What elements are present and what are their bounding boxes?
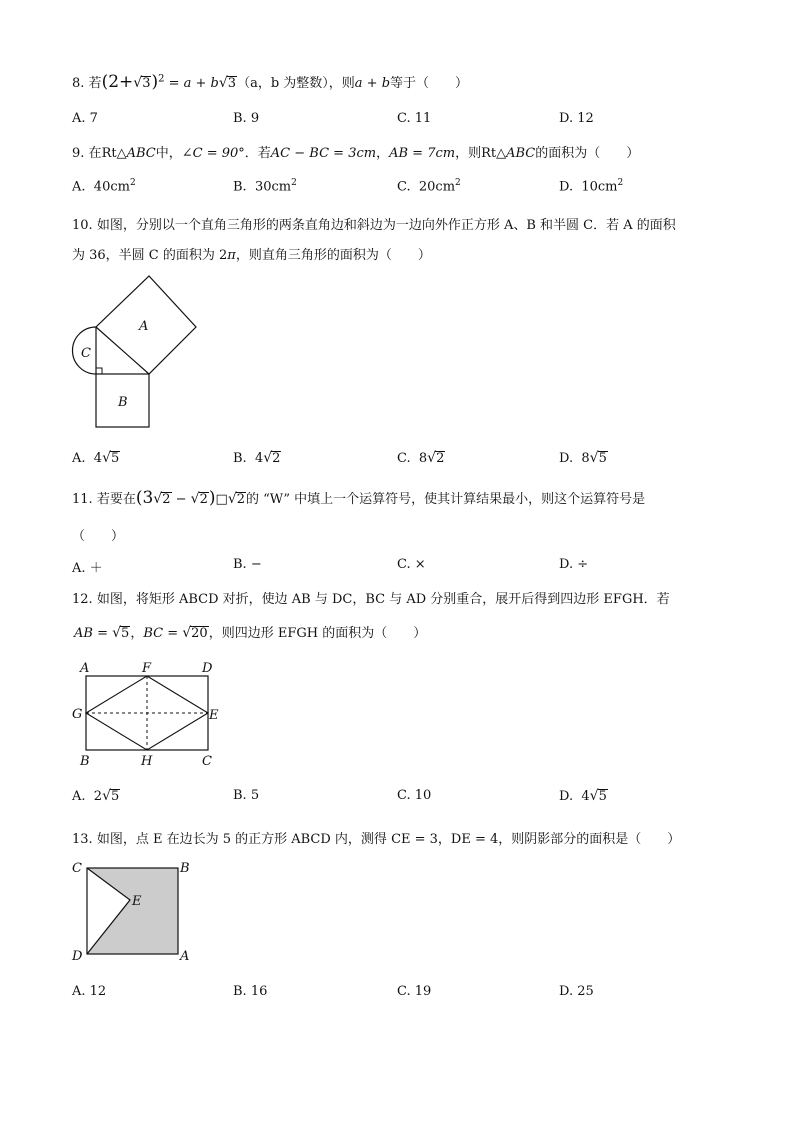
option-label: D. (559, 179, 574, 195)
option-d[interactable] (559, 788, 608, 804)
option-b[interactable]: B. 16 (233, 984, 268, 999)
radicand: 2 (436, 451, 445, 466)
option-label: D. (559, 451, 574, 466)
ab-length: AB = (74, 626, 113, 641)
figure-rectangle-efgh (68, 658, 228, 774)
triangle-name: ABC (126, 146, 156, 161)
option-c[interactable] (397, 178, 461, 194)
option-a[interactable]: A. ＋ (72, 561, 103, 576)
sqrt-icon: √ (589, 450, 599, 466)
stem-text: 的面积为（ ） (535, 146, 640, 161)
coefficient: 4 (93, 451, 103, 466)
label-b: B (180, 861, 190, 876)
option-c[interactable]: C. 19 (397, 984, 432, 999)
option-c[interactable]: C. × (397, 557, 426, 572)
option-d[interactable]: D. 25 (559, 984, 594, 999)
radicand: 2 (199, 492, 208, 507)
label-c: C (202, 754, 212, 769)
radicand: 5 (111, 451, 120, 466)
separator: ， (130, 626, 144, 641)
radicand: 3 (227, 76, 237, 91)
stem-text: 的 “W” 中填上一个运算符号，使其计算结果最小，则这个运算符号是 (246, 492, 646, 507)
option-value: 10 (414, 788, 432, 803)
option-c[interactable]: C. 11 (397, 111, 432, 126)
exponent: 2 (455, 178, 461, 188)
expr-open: (3 (135, 488, 154, 508)
expr-close: ) (151, 72, 159, 92)
shaded-region (87, 868, 178, 954)
label-e: E (132, 894, 142, 909)
sqrt-icon: √ (227, 491, 237, 507)
sqrt-icon: √ (263, 450, 273, 466)
rt-triangle: Rt△ (481, 146, 507, 161)
coefficient: 4 (581, 789, 590, 804)
figure-squares-semicircle (68, 270, 203, 432)
sqrt-icon: √ (427, 450, 437, 466)
question-12-stem-line2 (74, 622, 426, 641)
minus: − (171, 492, 191, 507)
stem-text: ．若 (244, 146, 271, 161)
option-b[interactable] (233, 178, 297, 194)
condition-2: AB = 7cm (389, 146, 456, 161)
question-number: 11. (72, 492, 93, 507)
option-a[interactable] (72, 450, 120, 466)
label-a: A (139, 319, 149, 334)
option-label: B. (233, 788, 247, 803)
sqrt-icon: √ (190, 491, 200, 507)
radicand: 2 (272, 451, 281, 466)
label-b: B (80, 754, 90, 769)
option-value: 40cm (93, 179, 130, 195)
option-value: 20cm (418, 179, 456, 195)
option-a[interactable]: A. 7 (72, 111, 98, 126)
stem-text: 若 (88, 76, 102, 91)
radicand: 2 (162, 492, 171, 507)
option-a[interactable] (72, 178, 136, 194)
label-g: G (72, 707, 83, 722)
radicand: 5 (598, 451, 607, 466)
coefficient: 4 (254, 451, 264, 466)
label-d: D (72, 949, 83, 964)
stem-text: 若要在 (96, 492, 136, 507)
coefficient: 8 (581, 451, 590, 466)
question-9-stem (72, 142, 639, 161)
stem-text: 为 36，半圆 C 的面积为 2 (72, 248, 228, 263)
option-c[interactable] (397, 788, 431, 803)
question-8-stem (72, 72, 468, 92)
label-c: C (72, 861, 82, 876)
option-a[interactable]: A. 12 (72, 984, 107, 999)
option-b[interactable]: B. − (233, 557, 262, 572)
radicand: 5 (111, 789, 120, 804)
option-value: 5 (250, 788, 260, 803)
option-value: 30cm (254, 179, 292, 195)
label-e: E (209, 708, 219, 723)
exponent: 2 (158, 73, 165, 85)
radicand: 3 (142, 76, 151, 91)
label-a: A (80, 661, 90, 676)
stem-text: 如图，将矩形 ABCD 对折，使边 AB 与 DC，BC 与 AD 分别重合，展开后得到四边形 EFGH．若 (96, 592, 670, 607)
question-number: 8. (72, 76, 85, 91)
question-number: 12. (72, 592, 93, 607)
label-b: B (118, 395, 128, 410)
expr-ab: a + b (354, 76, 391, 91)
question-number: 10. (72, 218, 93, 233)
option-label: B. (233, 179, 247, 195)
stem-text: ，则直角三角形的面积为（ ） (235, 248, 431, 263)
question-11-stem-line2: （ ） (72, 529, 125, 544)
sqrt-icon: √ (182, 625, 192, 641)
sqrt-icon: √ (153, 491, 163, 507)
pi-symbol: π (227, 248, 236, 263)
question-number: 9. (72, 146, 85, 161)
sqrt-icon: √ (112, 625, 122, 641)
sqrt-icon: √ (133, 75, 143, 91)
stem-text: 中， (155, 146, 182, 161)
exponent: 2 (291, 178, 297, 188)
radicand: 20 (191, 626, 208, 641)
option-d[interactable]: D. 12 (559, 111, 594, 126)
stem-text: 如图，点 E 在边长为 5 的正方形 ABCD 内，测得 CE = 3，DE = 4，则阴影部分的面积是（ ） (96, 832, 681, 847)
option-value: 10cm (581, 179, 618, 195)
question-12-stem (72, 588, 670, 607)
figure-square-shaded (68, 856, 198, 968)
option-label: A. (72, 451, 86, 466)
option-label: C. (397, 451, 411, 466)
stem-text: （a，b 为整数），则 (237, 76, 355, 91)
right-angle-mark (96, 368, 102, 374)
stem-text: 等于（ ） (390, 76, 469, 91)
stem-text: ，则 (455, 146, 482, 161)
option-a[interactable] (72, 788, 120, 804)
sqrt-icon: √ (218, 75, 228, 91)
question-number: 13. (72, 832, 93, 847)
radicand: 5 (121, 626, 130, 641)
question-10-stem-line2 (72, 244, 431, 263)
stem-text: 如图，分别以一个直角三角形的两条直角边和斜边为一边向外作正方形 A、B 和半圆 C．若 A 的面积 (96, 218, 676, 233)
question-11-stem (72, 488, 645, 508)
question-13-stem (72, 828, 680, 847)
angle-condition: ∠C = 90° (181, 146, 245, 161)
triangle-name: ABC (506, 146, 536, 161)
option-b[interactable] (233, 788, 259, 803)
sqrt-icon: √ (102, 788, 111, 804)
label-h: H (141, 754, 153, 769)
option-d[interactable]: D. ÷ (559, 557, 589, 572)
stem-text: ， (376, 146, 390, 161)
bc-length: BC = (143, 626, 183, 641)
blank-box: □ (215, 492, 228, 507)
option-b[interactable]: B. 9 (233, 111, 260, 126)
option-label: C. (397, 788, 411, 803)
option-d[interactable] (559, 450, 608, 466)
option-label: A. (72, 179, 86, 195)
stem-text: 在 (88, 146, 102, 161)
label-d: D (202, 661, 213, 676)
label-a: A (180, 949, 190, 964)
option-d[interactable] (559, 178, 623, 194)
option-label: A. (72, 789, 86, 804)
rt-triangle: Rt△ (101, 146, 127, 161)
option-c[interactable] (397, 450, 445, 466)
option-label: C. (397, 179, 411, 195)
coefficient: 2 (93, 789, 103, 804)
expr-eq: = a + b (164, 76, 219, 91)
exponent: 2 (617, 178, 624, 188)
option-label: D. (559, 789, 574, 804)
question-10-stem (72, 214, 676, 233)
stem-text: ，则四边形 EFGH 的面积为（ ） (208, 626, 427, 641)
option-b[interactable] (233, 450, 281, 466)
radicand: 5 (598, 789, 607, 804)
label-f: F (142, 661, 152, 676)
exponent: 2 (129, 178, 136, 188)
expr-open: (2+ (101, 72, 134, 92)
sqrt-icon: √ (102, 450, 111, 466)
label-c: C (81, 346, 91, 361)
condition-1: AC − BC = 3cm (270, 146, 377, 161)
expr-close: ) (208, 488, 216, 508)
sqrt-icon: √ (589, 788, 599, 804)
radicand: 2 (236, 492, 246, 507)
coefficient: 8 (418, 451, 428, 466)
option-label: B. (233, 451, 247, 466)
